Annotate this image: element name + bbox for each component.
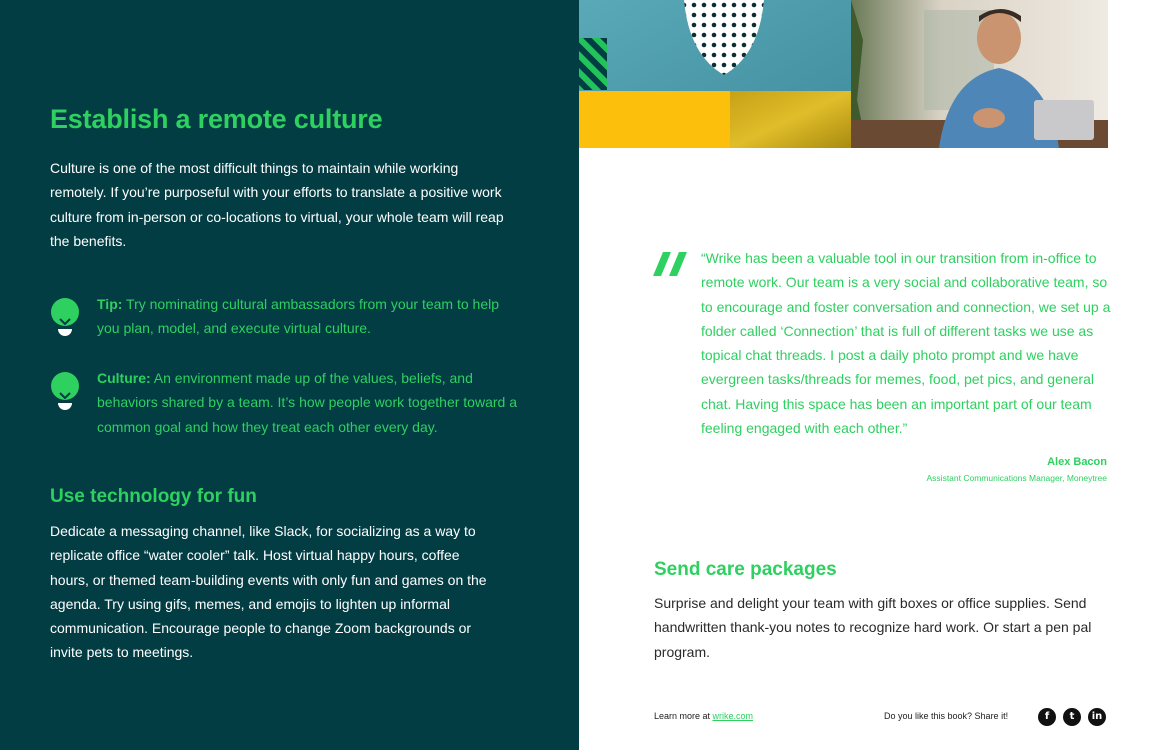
tip-callout xyxy=(50,292,520,372)
care-title: Send care packages xyxy=(654,559,837,580)
left-panel xyxy=(0,0,579,750)
twitter-icon[interactable]: t xyxy=(1063,708,1081,726)
culture-label: Culture: xyxy=(97,370,151,386)
intro-paragraph: Culture is one of the most difficult things to maintain while working remotely. If you’re purposeful with your efforts to translate a positive work culture from in-person or co-locations to virtual, your whole team will reap the benefits. xyxy=(50,160,504,249)
culture-text xyxy=(97,366,517,439)
tech-paragraph: Dedicate a messaging channel, like Slack, for socializing as a way to replicate office “water cooler” talk. Host virtual happy hours, coffee hours, or themed team-building events with only fun and games on the agenda. Try using gifs, memes, and emojis to lighten up informal communication. Encourage people to change Zoom backgrounds or invite pets to meetings. xyxy=(50,523,487,661)
page-title: Establish a remote culture xyxy=(50,104,383,134)
lightbulb-icon xyxy=(50,371,80,411)
quote-author: Alex Bacon xyxy=(1047,456,1107,468)
lightbulb-icon xyxy=(50,297,80,337)
culture-callout xyxy=(50,366,520,446)
linkedin-icon[interactable]: in xyxy=(1088,708,1106,726)
learn-more xyxy=(654,711,753,721)
share-prompt: Do you like this book? Share it! xyxy=(884,711,1009,721)
learn-more-text: Learn more at xyxy=(654,711,713,721)
hero-collage-image xyxy=(579,0,1108,148)
facebook-icon[interactable]: f xyxy=(1038,708,1056,726)
tip-label: Tip: xyxy=(97,296,123,312)
right-panel xyxy=(579,0,1160,750)
tech-title: Use technology for fun xyxy=(50,486,257,507)
testimonial-quote: “Wrike has been a valuable tool in our transition from in-office to remote work. Our team is a very social and collaborative team, so to encourage and foster conversation and connection, we set up a folder called ‘Connection’ that is full of different tasks we use as topical chat threads. I post a daily photo prompt and we have evergreen tasks/threads for memes, food, pet pics, and general chat. Having this space has been an important part of our team feeling engaged with each other.” xyxy=(701,250,1111,437)
care-paragraph: Surprise and delight your team with gift boxes or office supplies. Send handwritten thank-you notes to recognize hard work. Or start a pen pal program. xyxy=(654,595,1092,660)
tip-body: Try nominating cultural ambassadors from your team to help you plan, model, and execute virtual culture. xyxy=(97,296,500,337)
quote-mark-icon xyxy=(653,250,693,280)
culture-body: An environment made up of the values, beliefs, and behaviors shared by a team. It’s how people work together toward a common goal and how they treat each other every day. xyxy=(97,370,517,435)
tip-text xyxy=(97,292,517,341)
wrike-link[interactable]: wrike.com xyxy=(712,711,754,721)
quote-author-role: Assistant Communications Manager, Moneytree xyxy=(926,473,1107,483)
